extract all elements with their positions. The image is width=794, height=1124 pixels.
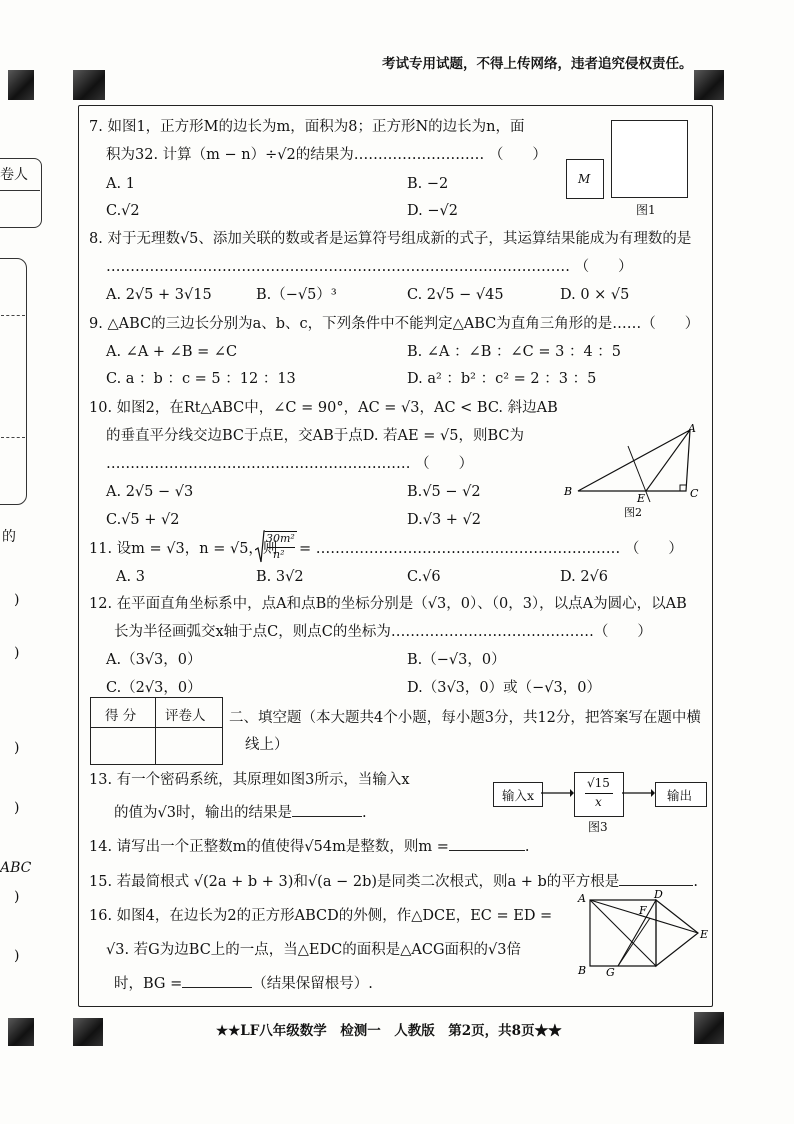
registration-mark-left-page-bottom (8, 1018, 34, 1046)
q8-option-d: D. 0 × √5 (560, 287, 630, 303)
q13-line1: 13. 有一个密码系统，其原理如图3所示，当输入x (89, 772, 410, 788)
figure-4-square-triangle (574, 888, 714, 980)
q9-line1: 9. △ABC的三边长分别为a、b、c，下列条件中不能判定△ABC为直角三角形的是……（ ） (89, 316, 700, 332)
figure-4-label-d: D (654, 888, 663, 901)
q12-line2: 长为半径画弧交x轴于点C，则点C的坐标为……………………………………（ ） (114, 624, 652, 640)
q16-line1: 16. 如图4，在边长为2的正方形ABCD的外侧，作△DCE，EC = ED = (89, 908, 553, 924)
q16-text-a: 时，BG = (114, 976, 183, 992)
q14-text: 14. 请写出一个正整数m的值使得√54m是整数，则m = (89, 839, 449, 855)
figure-2-label-c: C (690, 487, 699, 500)
q12-option-a: A.（3√3，0） (106, 652, 202, 668)
q13-period: . (361, 805, 367, 821)
q14-line (89, 838, 529, 856)
grader-label: 评卷人 (165, 708, 206, 724)
left-strip-paren: ) (14, 740, 20, 756)
left-strip-dash-1 (0, 315, 25, 316)
q12-option-d: D.（3√3，0）或（−√3，0） (407, 680, 601, 696)
q10-line1: 10. 如图2，在Rt△ABC中，∠C = 90°，AC = √3，AC < BC. 斜边AB (89, 400, 558, 416)
figure-1-square-n (611, 120, 688, 198)
figure-4-label-g: G (606, 966, 615, 979)
registration-mark-bottom-left (73, 1018, 103, 1046)
q9-option-a: A. ∠A + ∠B = ∠C (106, 344, 238, 360)
q8-line1: 8. 对于无理数√5、添加关联的数或者是运算符号组成新的式子，其运算结果能成为有理数的是 (89, 231, 692, 247)
page-footer: ★★LF八年级数学 检测一 人教版 第2页，共8页★★ (216, 1023, 562, 1039)
q7-option-d: D. −√2 (407, 203, 458, 219)
q7-option-b: B. −2 (407, 176, 449, 192)
figure-4-label-f: F (639, 904, 647, 917)
q11-option-b: B. 3√2 (256, 569, 304, 585)
q7-option-a: A. 1 (106, 176, 135, 192)
score-table-hline (91, 727, 222, 728)
left-strip-panel (0, 258, 27, 505)
q11-fraction-numerator: 30m² (266, 532, 295, 545)
q15-text: 15. 若最简根式 √(2a + b + 3)和√(a − 2b)是同类二次根式，则a + b的平方根是 (89, 874, 620, 890)
q13-line2-text: 的值为√3时，输出的结果是 (114, 805, 292, 821)
q11-radical (255, 530, 297, 564)
left-strip-divider (0, 190, 40, 191)
left-strip-paren: ) (14, 889, 20, 905)
q8-line2: …………………………………………………………………………………… （ ） (106, 259, 633, 275)
figure-2-label-b: B (564, 485, 573, 498)
header-notice: 考试专用试题，不得上传网络，违者追究侵权责任。 (382, 56, 693, 72)
q7-line2: 积为32. 计算（m − n）÷√2的结果为……………………… （ ） (106, 147, 547, 163)
q10-option-c: C.√5 + √2 (106, 512, 180, 528)
q11-line1-a: 11. 设m = √3，n = √5，则 (89, 541, 278, 557)
score-table-vline (155, 698, 156, 764)
figure-2-label-a: A (688, 422, 696, 435)
q15-answer-blank[interactable] (619, 885, 693, 886)
q13-line2 (114, 804, 367, 822)
score-table (90, 697, 223, 765)
registration-mark-left-page (8, 70, 34, 100)
q11-fraction-denominator: n² (273, 548, 285, 561)
q10-line2: 的垂直平分线交边BC于点E，交AB于点D. 若AE = √5，则BC为 (106, 428, 524, 444)
q12-line1: 12. 在平面直角坐标系中，点A和点B的坐标分别是（√3，0）、（0，3），以点A为圆心，以AB (89, 596, 687, 612)
q9-option-d: D. a² ：b² ：c² = 2 ：3 ：5 (407, 371, 597, 387)
q8-option-c: C. 2√5 − √45 (407, 287, 504, 303)
figure-3-formula-box (574, 772, 624, 817)
figure-3-input-label: 输入x (502, 788, 535, 803)
figure-1-caption: 图1 (636, 203, 656, 217)
figure-2-triangle (560, 418, 710, 524)
q12-option-c: C.（2√3，0） (106, 680, 202, 696)
figure-3-caption: 图3 (588, 820, 608, 834)
left-strip-fragment-2: 的 (2, 529, 16, 545)
figure-2-label-e: E (637, 492, 646, 505)
left-strip-fragment-1: 卷人 (0, 167, 28, 183)
q14-period: . (524, 839, 530, 855)
q11-option-d: D. 2√6 (560, 569, 609, 585)
left-strip-dash-2 (0, 437, 25, 438)
figure-3-formula-numerator: √15 (587, 776, 610, 790)
q9-option-b: B. ∠A ：∠B ：∠C = 3 ：4 ：5 (407, 344, 622, 360)
q10-option-a: A. 2√5 − √3 (106, 484, 194, 500)
left-strip-fragment-3: ABC (0, 860, 32, 876)
figure-1-label-m: M (578, 172, 591, 186)
q16-line3 (114, 975, 373, 993)
section2-title-line2: 线上） (245, 737, 289, 753)
q16-answer-blank[interactable] (182, 987, 252, 988)
section2-title-line1: 二、填空题（本大题共4个小题，每小题3分，共12分，把答案写在题中横 (229, 710, 701, 726)
figure-3-input-box (493, 782, 543, 807)
registration-mark-bottom-right (694, 1012, 724, 1044)
left-strip-paren: ) (14, 645, 20, 661)
q14-answer-blank[interactable] (449, 850, 525, 851)
q10-line3: ……………………………………………………… （ ） (106, 456, 474, 472)
q10-option-d: D.√3 + √2 (407, 512, 482, 528)
q16-line2: √3. 若G为边BC上的一点，当△EDC的面积是△ACG面积的√3倍 (106, 942, 522, 958)
arrow-right-icon (541, 786, 574, 800)
figure-3-output-label: 输出 (667, 788, 693, 803)
q15-period: . (693, 874, 698, 890)
q7-line1: 7. 如图1，正方形M的边长为m，面积为8；正方形N的边长为n，面 (89, 119, 525, 135)
figure-4-label-a: A (578, 892, 586, 905)
figure-4-label-e: E (700, 928, 709, 941)
q12-option-b: B.（−√3，0） (407, 652, 506, 668)
figure-3-output-box (655, 782, 707, 807)
q11-option-c: C.√6 (407, 569, 441, 585)
figure-4-label-b: B (578, 964, 587, 977)
registration-mark-top-left (73, 70, 105, 100)
q11-option-a: A. 3 (116, 569, 145, 585)
q13-answer-blank[interactable] (292, 816, 362, 817)
registration-mark-top-right (694, 70, 724, 100)
left-strip-paren: ) (14, 592, 20, 608)
figure-2-caption: 图2 (624, 506, 642, 519)
arrow-right-icon (622, 786, 655, 800)
left-strip-paren: ) (14, 948, 20, 964)
q8-option-a: A. 2√5 + 3√15 (106, 287, 212, 303)
q9-option-c: C. a ：b ：c = 5 ：12 ：13 (106, 371, 296, 387)
q8-option-b: B.（−√5）³ (256, 287, 337, 303)
figure-3-fraction-bar (585, 793, 613, 794)
q7-option-c: C.√2 (106, 203, 140, 219)
score-label: 得 分 (105, 708, 137, 724)
q16-text-b: （结果保留根号）. (252, 976, 373, 992)
q10-option-b: B.√5 − √2 (407, 484, 481, 500)
radical-sign-icon (255, 530, 265, 564)
figure-3-formula-denominator: x (595, 795, 602, 809)
q11-line1-b: = ……………………………………………………… （ ） (299, 541, 683, 557)
left-strip-paren: ) (14, 800, 20, 816)
